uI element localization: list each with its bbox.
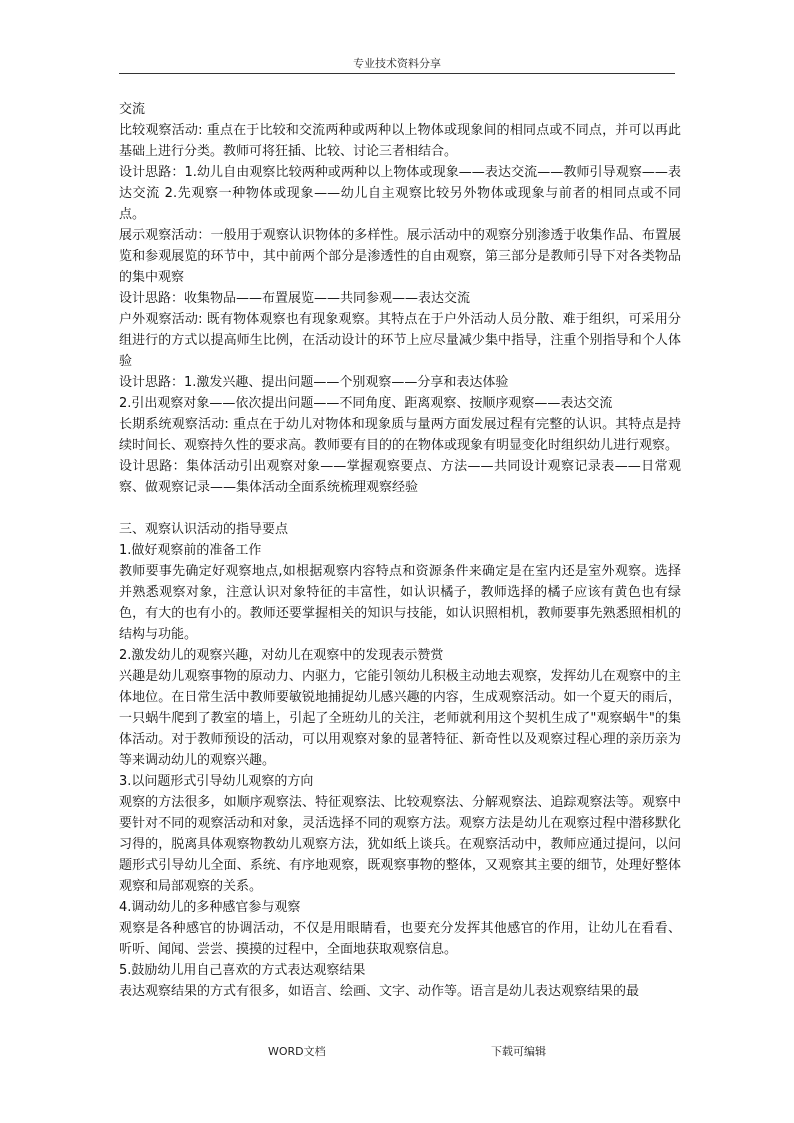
paragraph-expression: 表达观察结果的方式有很多，如语言、绘画、文字、动作等。语言是幼儿表达观察结果的最 [119,984,640,999]
paragraph-outdoor-activity: 户外观察活动: 既有物体观察也有现象观察。其特点在于户外活动人员分散、难于组织，可采用分组进行的方式以提高师生比例，在活动设计的环节上应尽量减少集中指导，注重个别指导和个人体验 [119,312,681,369]
subheading-5: 5.鼓励幼儿用自己喜欢的方式表达观察结果 [119,963,366,978]
paragraph-exhibition-activity: 展示观察活动：一般用于观察认识物体的多样性。展示活动中的观察分别渗透于收集作品、布置展览和参观展览的环节中，其中前两个部分是渗透性的自由观察，第三部分是教师引导下对各类物品的集中观察 [119,228,681,285]
subheading-2: 2.激发幼儿的观察兴趣，对幼儿在观察中的发现表示赞赏 [119,648,444,663]
paragraph-comparison-design: 设计思路：1.幼儿自由观察比较两种或两种以上物体或现象——表达交流——教师引导观察——表达交流 2.先观察一种物体或现象——幼儿自主观察比较另外物体或现象与前者的相同点或不同点。 [119,165,681,222]
paragraph-senses: 观察是各种感官的协调活动，不仅是用眼睛看，也要充分发挥其他感官的作用，让幼儿在看看、 听听、闻闻、尝尝、摸摸的过程中，全面地获取观察信息。 [119,921,681,957]
document-body [119,99,681,1002]
paragraph-exhibition-design: 设计思路：收集物品——布置展览——共同参观——表达交流 [119,291,471,306]
paragraph-outdoor-design-2: 2.引出观察对象——依次提出问题——不同角度、距离观察、按顺序观察——表达交流 [119,396,613,411]
paragraph-comparison-activity: 比较观察活动: 重点在于比较和交流两种或两种以上物体或现象间的相同点或不同点，并可以再此基础上进行分类。教师可将狂插、比较、讨论三者相结合。 [119,123,681,159]
footer-right: 下载可编辑 [491,1045,546,1058]
paragraph-methods: 观察的方法很多，如顺序观察法、特征观察法、比较观察法、分解观察法、追踪观察法等。观察中要针对不同的观察活动和对象，灵活选择不同的观察方法。观察方法是幼儿在观察过程中潜移默化习得的，脱离具体观察物教幼儿观察方法，犹如纸上谈兵。在观察活动中，教师应通过提问，以问题形式引导幼儿全面、系统、有序地观察，既观察事物的整体，又观察其主要的细节，处理好整体观察和局部观察的关系。 [119,795,681,894]
subheading-3: 3.以问题形式引导幼儿观察的方向 [119,774,314,789]
paragraph-longterm-activity: 长期系统观察活动: 重点在于幼儿对物体和现象质与量两方面发展过程有完整的认识。其特点是持续时间长、观察持久性的要求高。教师要有目的的在物体或现象有明显变化时组织幼儿进行观察。 [119,417,681,453]
page-header: 专业技术资料分享 [353,57,441,70]
paragraph-preparation: 教师要事先确定好观察地点,如根据观察内容特点和资源条件来确定是在室内还是室外观察。选择并熟悉观察对象，注意认识对象特征的丰富性，如认识橘子，教师选择的橘子应该有黄色也有绿色，有大的也有小的。教师还要掌握相关的知识与技能，如认识照相机，教师要事先熟悉照相机的结构与功能。 [119,564,681,642]
subheading-1: 1.做好观察前的准备工作 [119,543,262,558]
paragraph-continued-label: 交流 [119,102,146,117]
subheading-4: 4.调动幼儿的多种感官参与观察 [119,900,301,915]
header-rule [119,73,675,74]
section-heading: 三、观察认识活动的指导要点 [119,522,289,537]
paragraph-outdoor-design-1: 设计思路：1.激发兴趣、提出问题——个别观察——分享和表达体验 [119,375,509,390]
paragraph-longterm-design: 设计思路：集体活动引出观察对象——掌握观察要点、方法——共同设计观察记录表——日常观察、做观察记录——集体活动全面系统梳理观察经验 [119,459,681,495]
blank-line [119,498,681,519]
footer-left: WORD文档 [268,1045,326,1058]
paragraph-interest: 兴趣是幼儿观察事物的原动力、内驱力，它能引领幼儿积极主动地去观察，发挥幼儿在观察中的主体地位。在日常生活中教师要敏锐地捕捉幼儿感兴趣的内容，生成观察活动。如一个夏天的雨后，一只蜗牛爬到了教室的墙上，引起了全班幼儿的关注，老师就利用这个契机生成了"观察蜗牛"的集体活动。对于教师预设的活动，可以用观察对象的显著特征、新奇性以及观察过程心理的亲历亲为等来调动幼儿的观察兴趣。 [119,669,681,768]
